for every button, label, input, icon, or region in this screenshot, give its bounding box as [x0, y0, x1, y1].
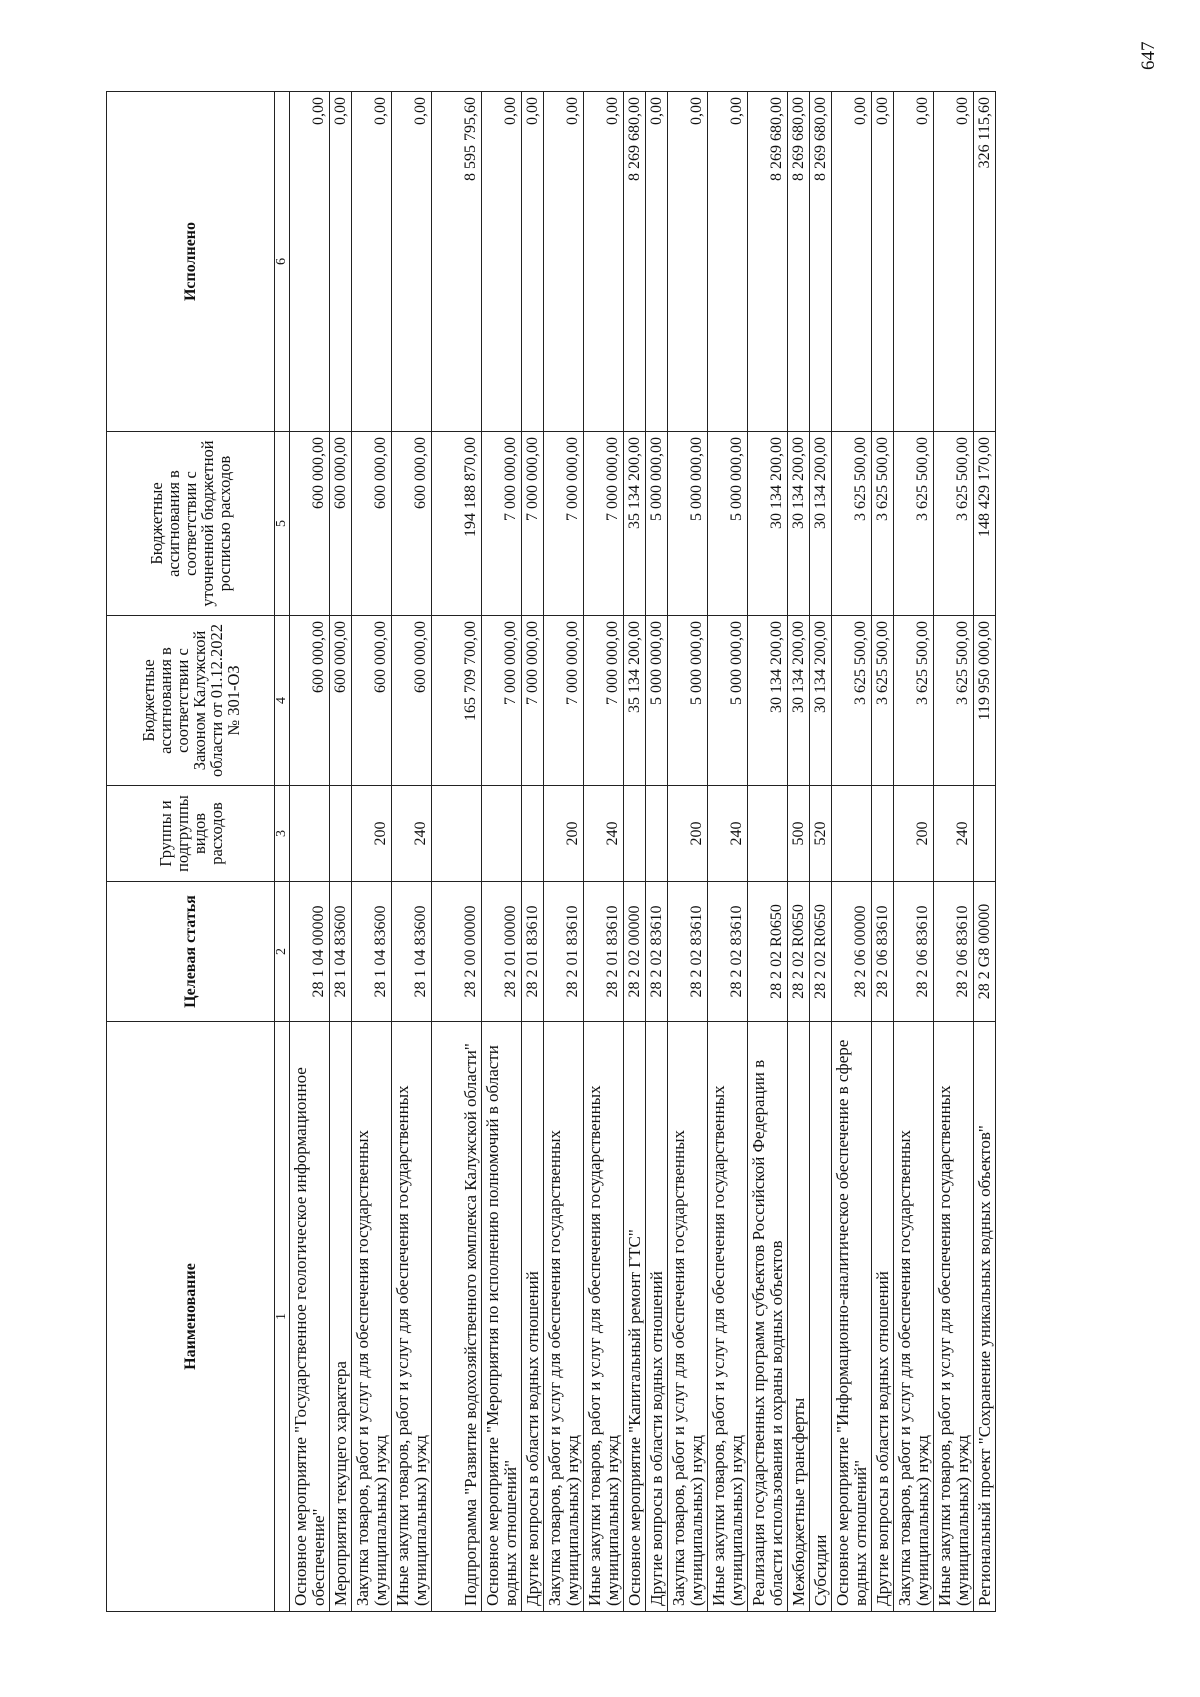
row-expense-group	[290, 786, 330, 882]
row-law-allocation: 3 625 500,00	[934, 616, 974, 786]
row-name: Межбюджетные трансферты	[788, 1022, 810, 1612]
row-executed: 0,00	[352, 92, 392, 432]
row-target-article: 28 2 01 83610	[584, 882, 624, 1022]
row-list-allocation: 600 000,00	[352, 432, 392, 616]
row-list-allocation: 7 000 000,00	[522, 432, 544, 616]
row-list-allocation: 5 000 000,00	[708, 432, 748, 616]
row-law-allocation: 30 134 200,00	[748, 616, 788, 786]
row-law-allocation: 7 000 000,00	[482, 616, 522, 786]
row-executed: 0,00	[894, 92, 934, 432]
row-list-allocation: 194 188 870,00	[432, 432, 482, 616]
row-law-allocation: 119 950 000,00	[974, 616, 996, 786]
row-list-allocation: 600 000,00	[290, 432, 330, 616]
column-number: 1	[275, 1022, 290, 1612]
row-list-allocation: 30 134 200,00	[810, 432, 832, 616]
row-law-allocation: 7 000 000,00	[584, 616, 624, 786]
row-executed: 8 595 795,60	[432, 92, 482, 432]
row-executed: 0,00	[832, 92, 872, 432]
row-list-allocation: 3 625 500,00	[872, 432, 894, 616]
row-target-article: 28 2 01 83610	[522, 882, 544, 1022]
row-name: Другие вопросы в области водных отношений	[522, 1022, 544, 1612]
row-target-article: 28 2 02 R0650	[788, 882, 810, 1022]
row-name: Иные закупки товаров, работ и услуг для обеспечения государственных (муниципальных) нужд	[934, 1022, 974, 1612]
table-row	[482, 92, 522, 1612]
row-name: Закупка товаров, работ и услуг для обеспечения государственных (муниципальных) нужд	[544, 1022, 584, 1612]
column-number: 4	[275, 616, 290, 786]
row-law-allocation: 30 134 200,00	[788, 616, 810, 786]
row-law-allocation: 7 000 000,00	[522, 616, 544, 786]
row-list-allocation: 7 000 000,00	[544, 432, 584, 616]
row-law-allocation: 600 000,00	[392, 616, 432, 786]
row-target-article: 28 2 02 83610	[708, 882, 748, 1022]
row-expense-group	[432, 786, 482, 882]
column-number: 3	[275, 786, 290, 882]
row-executed: 0,00	[544, 92, 584, 432]
row-expense-group	[522, 786, 544, 882]
row-expense-group: 200	[544, 786, 584, 882]
header-executed: Исполнено	[107, 92, 275, 432]
row-name: Закупка товаров, работ и услуг для обеспечения государственных (муниципальных) нужд	[894, 1022, 934, 1612]
row-list-allocation: 30 134 200,00	[788, 432, 810, 616]
row-name: Иные закупки товаров, работ и услуг для обеспечения государственных (муниципальных) нужд	[584, 1022, 624, 1612]
row-executed: 0,00	[584, 92, 624, 432]
column-number: 6	[275, 92, 290, 432]
row-name: Иные закупки товаров, работ и услуг для обеспечения государственных (муниципальных) нужд	[392, 1022, 432, 1612]
row-expense-group	[330, 786, 352, 882]
budget-table-rotated	[106, 92, 1118, 1612]
row-expense-group: 520	[810, 786, 832, 882]
row-name: Основное мероприятие "Мероприятия по исполнению полномочий в области водных отношений"	[482, 1022, 522, 1612]
row-target-article: 28 2 06 83610	[872, 882, 894, 1022]
row-list-allocation: 7 000 000,00	[482, 432, 522, 616]
row-list-allocation: 600 000,00	[330, 432, 352, 616]
row-name: Региональный проект "Сохранение уникальных водных объектов"	[974, 1022, 996, 1612]
row-law-allocation: 600 000,00	[290, 616, 330, 786]
row-executed: 0,00	[646, 92, 668, 432]
column-number: 5	[275, 432, 290, 616]
row-name: Субсидии	[810, 1022, 832, 1612]
column-number: 2	[275, 882, 290, 1022]
table-row	[934, 92, 974, 1612]
row-target-article: 28 2 02 R0650	[810, 882, 832, 1022]
row-list-allocation: 3 625 500,00	[894, 432, 934, 616]
row-list-allocation: 7 000 000,00	[584, 432, 624, 616]
table-row	[788, 92, 810, 1612]
row-executed: 0,00	[708, 92, 748, 432]
row-target-article: 28 1 04 83600	[352, 882, 392, 1022]
row-executed: 8 269 680,00	[624, 92, 646, 432]
row-executed: 0,00	[290, 92, 330, 432]
table-row	[522, 92, 544, 1612]
row-target-article: 28 2 G8 00000	[974, 882, 996, 1022]
row-list-allocation: 5 000 000,00	[668, 432, 708, 616]
row-law-allocation: 600 000,00	[352, 616, 392, 786]
row-target-article: 28 2 00 00000	[432, 882, 482, 1022]
row-executed: 326 115,60	[974, 92, 996, 432]
row-list-allocation: 30 134 200,00	[748, 432, 788, 616]
row-executed: 8 269 680,00	[788, 92, 810, 432]
row-target-article: 28 2 06 00000	[832, 882, 872, 1022]
row-law-allocation: 600 000,00	[330, 616, 352, 786]
row-name: Реализация государственных программ субъектов Российской Федерации в области использования и охраны водных объектов	[748, 1022, 788, 1612]
table-row	[974, 92, 996, 1612]
table-row	[290, 92, 330, 1612]
row-expense-group: 500	[788, 786, 810, 882]
row-target-article: 28 1 04 00000	[290, 882, 330, 1022]
table-row	[330, 92, 352, 1612]
row-expense-group: 200	[352, 786, 392, 882]
row-executed: 8 269 680,00	[748, 92, 788, 432]
row-name: Закупка товаров, работ и услуг для обеспечения государственных (муниципальных) нужд	[352, 1022, 392, 1612]
row-executed: 0,00	[668, 92, 708, 432]
table-row	[392, 92, 432, 1612]
table-row	[352, 92, 392, 1612]
header-name: Наименование	[107, 1022, 275, 1612]
row-executed: 0,00	[522, 92, 544, 432]
row-target-article: 28 2 01 00000	[482, 882, 522, 1022]
row-expense-group: 200	[894, 786, 934, 882]
table-row	[810, 92, 832, 1612]
header-budget-list-allocation: Бюджетные ассигнования в соответствии с уточненной бюджетной росписью расходов	[107, 432, 275, 616]
row-law-allocation: 5 000 000,00	[646, 616, 668, 786]
header-law-allocation: Бюджетные ассигнования в соответствии с Законом Калужской области от 01.12.2022 № 301-ОЗ	[107, 616, 275, 786]
row-target-article: 28 2 01 83610	[544, 882, 584, 1022]
table-row	[584, 92, 624, 1612]
row-list-allocation: 600 000,00	[392, 432, 432, 616]
row-expense-group	[748, 786, 788, 882]
column-number-row	[275, 92, 290, 1612]
row-expense-group	[974, 786, 996, 882]
row-list-allocation: 5 000 000,00	[646, 432, 668, 616]
row-target-article: 28 2 02 83610	[668, 882, 708, 1022]
row-law-allocation: 3 625 500,00	[832, 616, 872, 786]
row-law-allocation: 30 134 200,00	[810, 616, 832, 786]
row-law-allocation: 7 000 000,00	[544, 616, 584, 786]
table-row	[646, 92, 668, 1612]
row-expense-group: 240	[584, 786, 624, 882]
row-law-allocation: 5 000 000,00	[708, 616, 748, 786]
row-target-article: 28 1 04 83600	[392, 882, 432, 1022]
page-number: 647	[1138, 41, 1159, 70]
row-name: Мероприятия текущего характера	[330, 1022, 352, 1612]
header-target-article: Целевая статья	[107, 882, 275, 1022]
row-name: Закупка товаров, работ и услуг для обеспечения государственных (муниципальных) нужд	[668, 1022, 708, 1612]
row-law-allocation: 3 625 500,00	[894, 616, 934, 786]
row-name: Основное мероприятие "Капитальный ремонт ГТС"	[624, 1022, 646, 1612]
row-list-allocation: 35 134 200,00	[624, 432, 646, 616]
table-row	[894, 92, 934, 1612]
row-expense-group	[624, 786, 646, 882]
row-executed: 0,00	[934, 92, 974, 432]
header-expense-group: Группы и подгруппы видов расходов	[107, 786, 275, 882]
row-name: Иные закупки товаров, работ и услуг для обеспечения государственных (муниципальных) нужд	[708, 1022, 748, 1612]
row-list-allocation: 3 625 500,00	[934, 432, 974, 616]
row-expense-group	[646, 786, 668, 882]
row-executed: 8 269 680,00	[810, 92, 832, 432]
table-row	[624, 92, 646, 1612]
row-target-article: 28 2 02 83610	[646, 882, 668, 1022]
row-law-allocation: 165 709 700,00	[432, 616, 482, 786]
row-executed: 0,00	[330, 92, 352, 432]
row-name: Другие вопросы в области водных отношений	[872, 1022, 894, 1612]
table-row	[872, 92, 894, 1612]
row-target-article: 28 2 06 83610	[894, 882, 934, 1022]
row-name: Подпрограмма "Развитие водохозяйственного комплекса Калужской области"	[432, 1022, 482, 1612]
row-target-article: 28 2 02 00000	[624, 882, 646, 1022]
row-expense-group	[482, 786, 522, 882]
row-executed: 0,00	[482, 92, 522, 432]
row-executed: 0,00	[872, 92, 894, 432]
row-target-article: 28 2 06 83610	[934, 882, 974, 1022]
header-row	[107, 92, 275, 1612]
row-expense-group: 200	[668, 786, 708, 882]
row-law-allocation: 35 134 200,00	[624, 616, 646, 786]
row-law-allocation: 5 000 000,00	[668, 616, 708, 786]
row-list-allocation: 3 625 500,00	[832, 432, 872, 616]
row-law-allocation: 3 625 500,00	[872, 616, 894, 786]
row-name: Основное мероприятие "Государственное геологическое информационное обеспечение"	[290, 1022, 330, 1612]
row-expense-group: 240	[392, 786, 432, 882]
table-row	[748, 92, 788, 1612]
row-expense-group	[832, 786, 872, 882]
row-expense-group	[872, 786, 894, 882]
row-name: Основное мероприятие "Информационно-аналитическое обеспечение в сфере водных отношений"	[832, 1022, 872, 1612]
row-list-allocation: 148 429 170,00	[974, 432, 996, 616]
row-target-article: 28 2 02 R0650	[748, 882, 788, 1022]
budget-table	[106, 91, 996, 1612]
row-expense-group: 240	[934, 786, 974, 882]
table-row	[544, 92, 584, 1612]
table-row	[708, 92, 748, 1612]
row-target-article: 28 1 04 83600	[330, 882, 352, 1022]
row-name: Другие вопросы в области водных отношений	[646, 1022, 668, 1612]
row-executed: 0,00	[392, 92, 432, 432]
table-row	[668, 92, 708, 1612]
table-row	[432, 92, 482, 1612]
row-expense-group: 240	[708, 786, 748, 882]
table-row	[832, 92, 872, 1612]
